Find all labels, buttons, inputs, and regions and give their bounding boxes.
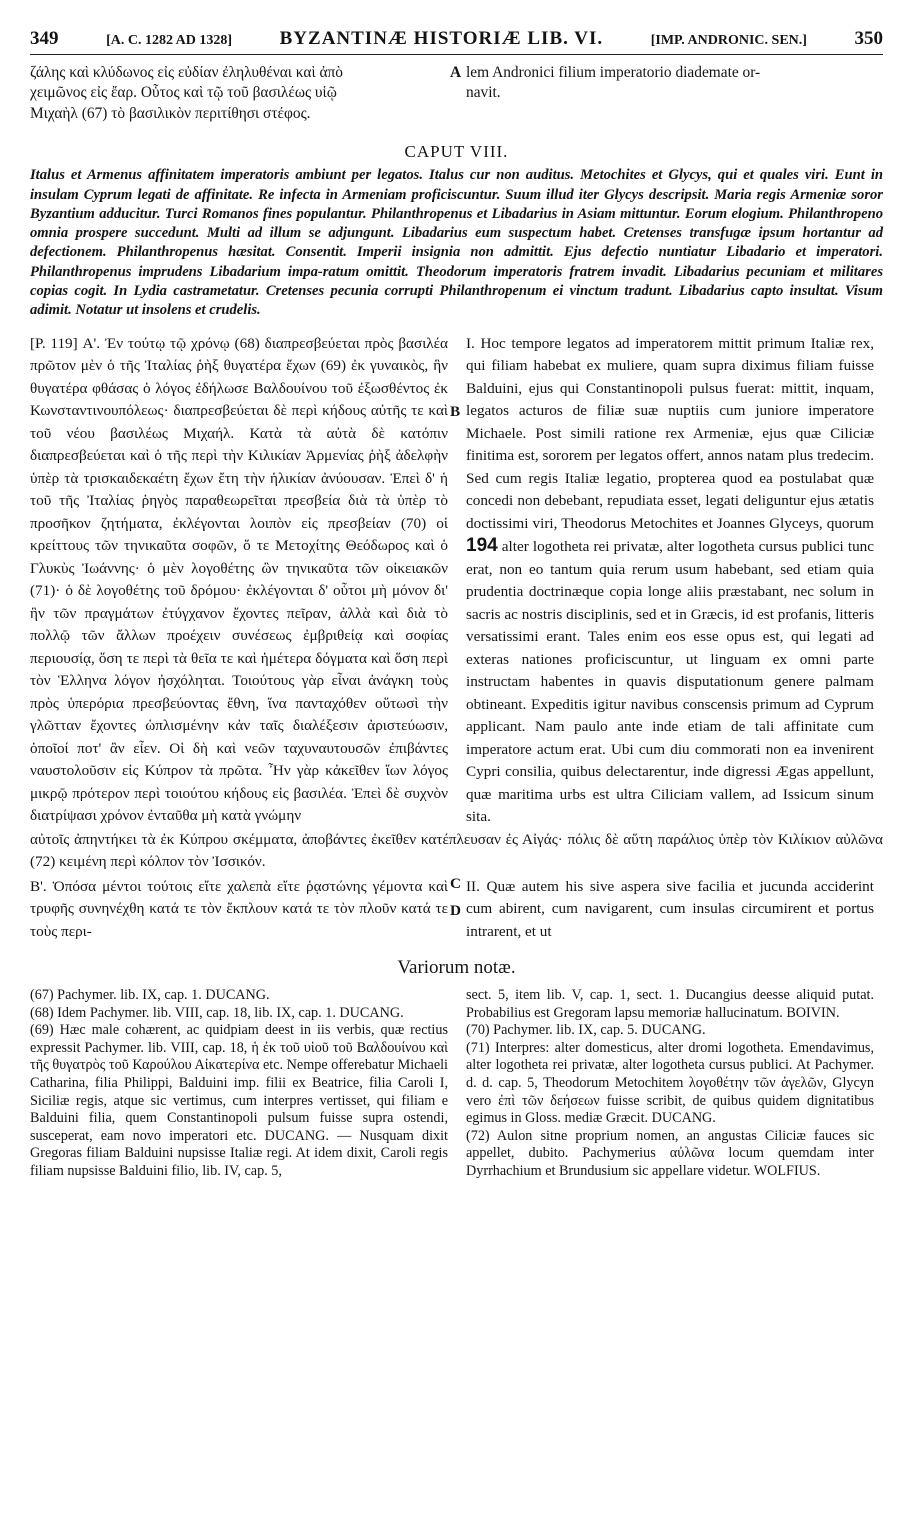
opening-columns bbox=[30, 63, 883, 124]
section2-latin bbox=[450, 876, 874, 944]
greek-line: Μιχαὴλ (67) τὸ βασιλικὸν περιτίθησι στέφος. bbox=[30, 104, 311, 122]
running-header bbox=[30, 28, 883, 55]
opening-latin bbox=[450, 63, 874, 124]
latin-paragraph: II. Quæ autem his sive aspera sive facilia et jucunda acciderint cum abirent, cum navigarent, cum insulas circumirent et portus intrarent, et ut bbox=[466, 877, 874, 940]
emperor-tag: [IMP. ANDRONIC. SEN.] bbox=[650, 33, 807, 48]
margin-marker: A bbox=[450, 64, 462, 81]
page-number-right: 350 bbox=[854, 28, 883, 49]
book-page bbox=[30, 28, 883, 1181]
notes-left bbox=[30, 987, 448, 1181]
page-number-left: 349 bbox=[30, 28, 59, 49]
note: (67) Pachymer. lib. IX, cap. 1. DUCANG. bbox=[30, 987, 270, 1004]
notes-heading: Variorum notæ. bbox=[397, 957, 516, 979]
notes-columns bbox=[30, 987, 883, 1181]
note: (70) Pachymer. lib. IX, cap. 5. DUCANG. bbox=[466, 1022, 706, 1039]
chapter-summary: Italus et Armenus affinitatem imperatoris ambiunt per legatos. Italus cur non auditus. Metochites et Glycys, qui et quales viri. Eunt in insulam Cyprum legati de affinitate. Re infecta in Armeniam proficiscuntur. Suum illud iter Glycys descripsit. Maria regis Armeniæ soror Byzantium adducitur. Turci Romanos fines populantur. Philanthropenus et Libadarius in Asiam mittuntur. Eorum elogium. Philanthropeno omnia prospere succedunt. Multi ad illum se adjungunt. Libadarius eum suspectum habet. Cretenses transfugæ ipsum hortantur ad defectionem. Philanthropenus hæsitat. Consentit. Imperii insignia non admittit. Ejus defectio nuntiatur Libadario et imperatori. Philanthropenus imprudens Libadarium impa-ratum omittit. Theodorum imperatoris fratrem invadit. Libadarius pecuniam et militares copias cogit. In Lydia castrametatur. Cretenses pecunia corrupti Philanthropenum ei vinctum tradunt. Libadarius capto insultat. Visum adimit. Notatur ut insolens et crudelis. bbox=[30, 167, 883, 319]
note: (71) Interpres: alter domesticus, alter dromi logotheta. Emendavimus, alter logotheta rei privatæ, alter logotheta cursus publici. At Pachymer. d. d. cap. 5, Theodorum Metochitem λογοθέτην τῶν ἀγελῶν, Glycyn vero ἐπὶ τῶν δεήσεων fuisse scribit, de quibus quidem dignitatibus egimus in Gloss. mediæ Græcit. DUCANG. bbox=[466, 1039, 874, 1127]
note: (68) Idem Pachymer. lib. VIII, cap. 18, lib. IX, cap. 1. DUCANG. bbox=[30, 1004, 404, 1021]
note: sect. 5, item lib. V, cap. 1, sect. 1. Ducangius deesse aliquid putat. Probabilius est Gregoram lapsu memoriæ hallucinatum. BOIVIN. bbox=[466, 987, 874, 1021]
greek-line: ζάλης καὶ κλύδωνος εἰς εὐδίαν ἐληλυθέναι καὶ ἀπὸ bbox=[30, 64, 343, 81]
notes-right bbox=[466, 987, 874, 1181]
margin-marker: D bbox=[450, 901, 461, 919]
date-range: [A. C. 1282 AD 1328] bbox=[106, 33, 233, 48]
latin-paragraph: I. Hoc tempore legatos ad imperatorem mittit primum Italiæ rex, qui filiam habebat ex muliere, quam supra diximus filiam fuisse Balduini, ejus qui Constantinopoli pulsus fuerat: mittit, inquam, legatos acturos de filiæ suæ nuptiis cum juniore imperatore Michaele. Post simili ratione rex Armeniæ, ejus quæ Ciliciæ finitima est, sororem per legatos offert, annos natam plus tredecim. Sed cum regis Italiæ legatio, propterea quod ea postulabat quæ concedi non debebant, repudiata esset, legati deliguntur ejus ætatis doctissimi viri, Theodorus Metochites et Joannes Glyceys, quorum bbox=[466, 334, 874, 532]
column-number: 194 bbox=[466, 535, 498, 557]
latin-paragraph-cont: alter logotheta rei privatæ, alter logotheta cursus publici tunc erat, non eo tantum quia rerum usum habebant, sed etiam quia prudentia doctrinæque copia longe aliis præstabant, nec solum in sacris ac nostris disciplinis, sed et in Græcis, id est profanis, litteris versatissimi erant. Tales enim eos esse opus est, qui legati ad exteras nationes proficiscuntur, ut linguam ex omni parte instructam habentes in quavis disputationum genere palmam obtineant. Expeditis igitur navibus conscensis primum ad Cyprum applicant. Nam paulo ante inde etiam de tali affinitate cum imperatore actum erat. Ubi cum diu commorati non ea invenirent Cypri consilia, quibus delectarentur, inde digressi Ægas appellunt, quæ maritima urbs est ultra Ciliciam vallem, ad Issicum sinum sita. bbox=[466, 538, 874, 826]
chapter-heading: CAPUT VIII. bbox=[404, 142, 509, 162]
note: (69) Hæc male cohærent, ac quidpiam deest in iis verbis, quæ rectius expressit Pachymer. lib. VIII, cap. 18, ἡ ἐκ τοῦ υἱοῦ τοῦ Βαλδουίνου καὶ τῆς θυγατρὸς τοῦ Καρούλου Αἰκατερίνα etc. Nempe offerebatur Michaeli Catharina, filia Philippi, Balduini imp. filii ex Beatrice, filia Caroli I, Siciliæ regis, atque sic vertimus, cum interpres vertisset, qui filiam e Balduini filia, quem Constantinopoli pulsum fuisse supra ostendi, susceperat, eam novo imperatori etc. DUCANG. — Nusquam dixit Gregoras filiam Balduini nupsisse Italiæ regi. At idem dixit, Caroli regis filiam nupsisse Balduini filio, lib. IV, cap. 5, bbox=[30, 1022, 448, 1180]
running-title: BYZANTINÆ HISTORIÆ LIB. VI. bbox=[279, 28, 604, 49]
section2-greek: Β'. Ὁπόσα μέντοι τούτοις εἴτε χαλεπὰ εἴτε ῥᾳστώνης γέμοντα καὶ τρυφῆς συνηνέχθη κατά τε τὸν ἔκπλουν κατά τε τὸν πλοῦν κατά τε τοὺς περι- bbox=[30, 877, 448, 940]
note: (72) Aulon sitne proprium nomen, an angustas Ciliciæ fauces sic appellet, dubito. Pachymerius αὐλῶνα locum quemdam inter Dyrrhachium et Brundusium sic appellare videtur. WOLFIUS. bbox=[466, 1127, 874, 1180]
main-greek: [P. 119] Α'. Ἐν τούτῳ τῷ χρόνῳ (68) διαπρεσβεύεται πρὸς βασιλέα πρῶτον μὲν ὁ τῆς Ἰταλίας ῥὴξ θυγατέρα ἔχων (69) ἐκ γυναικὸς, ἣν θυγατέρα φθάσας ὁ λόγος ἐδήλωσε Βαλδουίνου τοῦ ἐξωσθέντος ἐκ Κωνσταντινουπόλεως· διαπρεσβεύεται δὲ περὶ κήδους αὐτῆς τε καὶ τοῦ νέου βασιλέως Μιχαήλ. Κατὰ τὰ αὐτὰ δὲ κατόπιν διαπρεσβεύεται καὶ ὁ τῆς περὶ τὴν Κιλικίαν Ἀρμενίας ῥὴξ ἀδελφὴν ὑπὲρ τὰ τρισκαιδεκαέτη ἔχων ἔτη τὴν ἡλικίαν ἀνύουσαν. Ἐπεὶ δ' ἡ τοῦ τῆς Ἰταλίας ῥηγὸς παραθεωρεῖται πρεσβεία διὰ τὰ ὑπὲρ τὸ προσῆκον ζητήματα, ἐκλέγονται λοιπὸν εἰς πρεσβείαν (70) οἱ κρείττους τῶν τηνικαῦτα σοφῶν, ὅ τε Μετοχίτης Θεόδωρος καὶ ὁ Γλυκὺς Ἰωάννης· ὁ μὲν λογοθέτης ὢν τηνικαῦτα τῶν οἰκειακῶν (71)· ὁ δὲ λογοθέτης τοῦ δρόμου· ἐκλέγονται δ' οὗτοι μὴ μόνον δι' ἣν τῶν πραγμάτων ἐτύγχανον ἔχοντες πεῖραν, ἀλλὰ καὶ διὰ τὸ πολλῷ τῶν ἄλλων προέχειν συνέσεως ἐμβριθείᾳ καὶ σοφίας περιουσίᾳ, ὅση τε περὶ τὰ θεῖα τε καὶ ἡμέτερα δόγματα καὶ ὅση περὶ τὸν Ἑλληνα λόγον ἠσχόληται. Τοιούτους γὰρ εἶναι ἀνάγκη τοὺς πρὸς ὑπερόρια πρεσβεύοντας ἔθνη, ἵνα πανταχόθεν οὕτωσὶ τὴν γλῶτταν ἔχοντες ὡπλισμένην κἀν ταῖς διαλέξεσιν ἀριστεύωσιν, ὁποῖοί ποτ' ἂν εἶεν. Οἱ δὴ καὶ νεῶν ταχυναυτουσῶν ἐπιβάντες ναυστολοῦσιν εἰς Κύπρον τὰ πρῶτα. Ἦν γὰρ κἀκεῖθεν ἴων λόγος μικρῷ πρότερον περὶ τοιούτου κήδους εἰς βασιλέα. Ἐπεὶ δὲ συχνὸν διατρίψασι χρόνον ἐνταῦθα μὴ κατὰ γνώμην bbox=[30, 334, 448, 825]
opening-greek bbox=[30, 63, 448, 124]
latin-line: lem Andronici filium imperatorio diademate or- bbox=[466, 64, 761, 81]
main-latin bbox=[450, 333, 874, 892]
greek-line: χειμῶνος εἰς ἔαρ. Οὗτος καὶ τῷ τοῦ βασιλέως υἱῷ bbox=[30, 84, 337, 102]
full-width-greek: αὐτοῖς ἀπηντήκει τὰ ἐκ Κύπρου σκέμματα, ἀποβάντες ἐκεῖθεν κατέπλευσαν ἐς Αἰγάς· πόλις δὲ αὕτη παράλιος ὑπὲρ τὸν Κιλίκιον αὐλῶνα (72) κειμένη περὶ κόλπον τὸν Ἰσσικόν. bbox=[30, 830, 883, 871]
margin-marker: C bbox=[450, 874, 461, 892]
latin-line: navit. bbox=[466, 84, 501, 102]
margin-marker: B bbox=[450, 402, 461, 420]
